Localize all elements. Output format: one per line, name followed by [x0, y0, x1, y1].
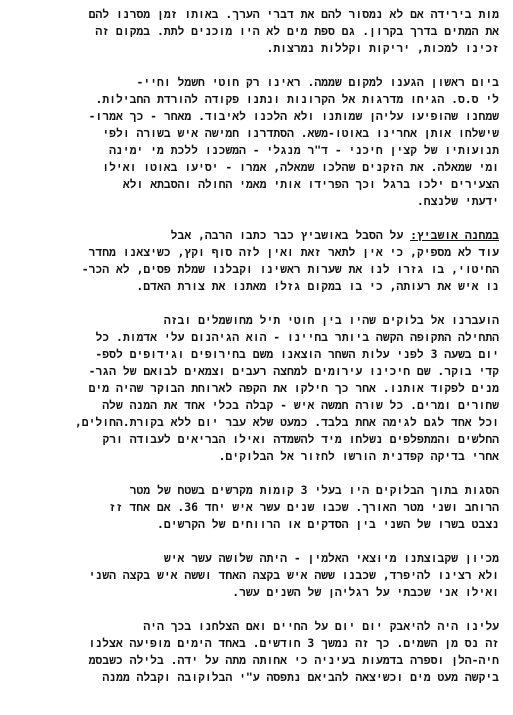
text-line: שמחנו שהופיעו עליהן שמותנו ולא הלכנו לאיבוד. מאחר - כך אמרו- — [88, 109, 499, 123]
paragraph-gap — [10, 57, 499, 74]
text-line: לי ס.ס. הגיחו מדרגות אל הקרונות ונתנו פקודה להורדת החבילות. — [95, 92, 499, 106]
paragraph-2 — [10, 74, 499, 210]
text-line: הרוחב ושני מטר האורך. שכבו שנים עשר איש יחד 36. אם אחד זז — [109, 500, 499, 514]
text-line: החיטוי, בו גזרו לנו את שערות ראשינו וקבלנו שמלת פסים, לא הכר- — [81, 262, 499, 276]
text-line: ולא רצינו להיפרד, שכבנו ששה איש בקצה האחד וששה איש בקצה השני — [88, 568, 499, 582]
text-line — [10, 227, 499, 244]
heading-line-text: על הסבל באושביץ כבר כתבו הרבה, אבל — [170, 228, 404, 242]
paragraph-gap — [10, 295, 499, 312]
paragraph-3 — [10, 227, 499, 295]
text-line: תנועותיו של קצין חיכני - ד"ר מנגלי - המשכנו ללכת מי ימינה — [109, 143, 499, 157]
paragraph-gap — [10, 533, 499, 550]
text-line: נצבט בשרו של השני בין הסדקים או הרווחים של הקרשים. — [157, 517, 499, 531]
text-line: עלינו היה להיאבק יום יום על החיים ואם הצלחנו בכך היה — [143, 619, 499, 633]
text-line: הועברנו אל בלוקים שהיו בין חוטי תיל מחושמלים ובזה — [163, 313, 499, 327]
text-line: ואילו אני שכבתי על רגליהן של השנים עשר. — [232, 585, 499, 599]
text-line: מכיון שקבוצתנו מיוצאי האלמין - היתה שלושה עשר איש — [163, 551, 499, 565]
text-line: מות בירידה אם לא נמסור להם את דברי הערך. באותו זמן מסרנו להם — [88, 7, 499, 21]
text-line: נו איש את רעותה, כי בו במקום גזלו מאתנו את צורת האדם. — [136, 279, 499, 293]
paragraph-1 — [10, 6, 499, 57]
paragraph-gap — [10, 601, 499, 618]
text-line: שחורים ומרים. כל שורה חמשה איש - קבלה בכלי אחד את המנה שלה — [102, 398, 499, 412]
text-line: ביקשה מעט מים וכשיצאה להביאם נתפסה ע"י הבלוקובה וקבלה ממנה — [102, 670, 499, 684]
text-line: התחילה התקופה הקשה ביותר בחיינו - הוא הגיהנום עלי אדמות. כל — [95, 330, 499, 344]
paragraph-6 — [10, 550, 499, 601]
text-line: מנים לפקוד אותנו. אחר כך חילקו את הקפה לארוחת הבוקר שהיה מים — [88, 381, 499, 395]
text-line: הצעירים ילכו ברגל וכך הפרידו אותי מאמי החולה והסבתא ולא — [122, 177, 499, 191]
text-line: הסגות בתוך הבלוקים היו בעלי 3 קומות מקרשים בשטח של מטר — [129, 483, 499, 497]
text-line: ביום ראשון הגענו למקום שממה. ראינו רק חוטי חשמל וחיי- — [136, 75, 499, 89]
text-line: יום בשעה 3 לפני עלות השחר הוצאנו משם בחירופים וגידופים לספ- — [95, 347, 499, 361]
section-heading: במחנה אושביץ: — [410, 228, 499, 242]
text-line: חיה-הלן וספרה בדמעות בעיניה כי אחותה מתה על ידה. בלילה כשבסמ — [88, 653, 499, 667]
text-line: ומי שמאלה. את הזקנים שהלכו שמאלה, אמרו - יסיעו באוטו ואילו — [102, 160, 499, 174]
paragraph-gap — [10, 465, 499, 482]
text-line: קדי בוקר. שם חיכינו עירומים למחצה רעבים וצמאים לבואם של הגר- — [88, 364, 499, 378]
text-line: את המתים בדרך בקרון. גם ספת מים לא היו מוכנים לתת. במקום זה — [95, 24, 499, 38]
text-line: זכינו למכות, יריקות וקללות נמרצות. — [266, 41, 499, 55]
text-line: זה נס מן השמים. כך זה נמשך 3 חודשים. באחד הימים מופיעה אצלנו — [88, 636, 499, 650]
text-line: שישלחו אותן אחרינו באוטו-משא. הסתדרנו חמישה איש בשורה ולפי — [102, 126, 499, 140]
paragraph-5 — [10, 482, 499, 533]
text-line: עוד לא מספיק, כי אין לתאר זאת ואין לזה סוף וקץ, כשיצאנו מחדר — [88, 245, 499, 259]
text-line: ידעתי שלנצח. — [416, 194, 499, 208]
text-line: וכל אחד לגם לגימה אחת בלבד. כמעט שלא עבר יום ללא בקורת.החולים, — [74, 415, 499, 429]
text-line: אחרי בדיקה קפדנית הורשו לחזור אל הבלוקים. — [218, 449, 499, 463]
paragraph-7 — [10, 618, 499, 686]
paragraph-4 — [10, 312, 499, 465]
paragraph-gap — [10, 210, 499, 227]
text-line: החלשים והמתפלפים נשלחו מיד להשמדה ואילו הבריאים לעבודה ורק — [102, 432, 499, 446]
